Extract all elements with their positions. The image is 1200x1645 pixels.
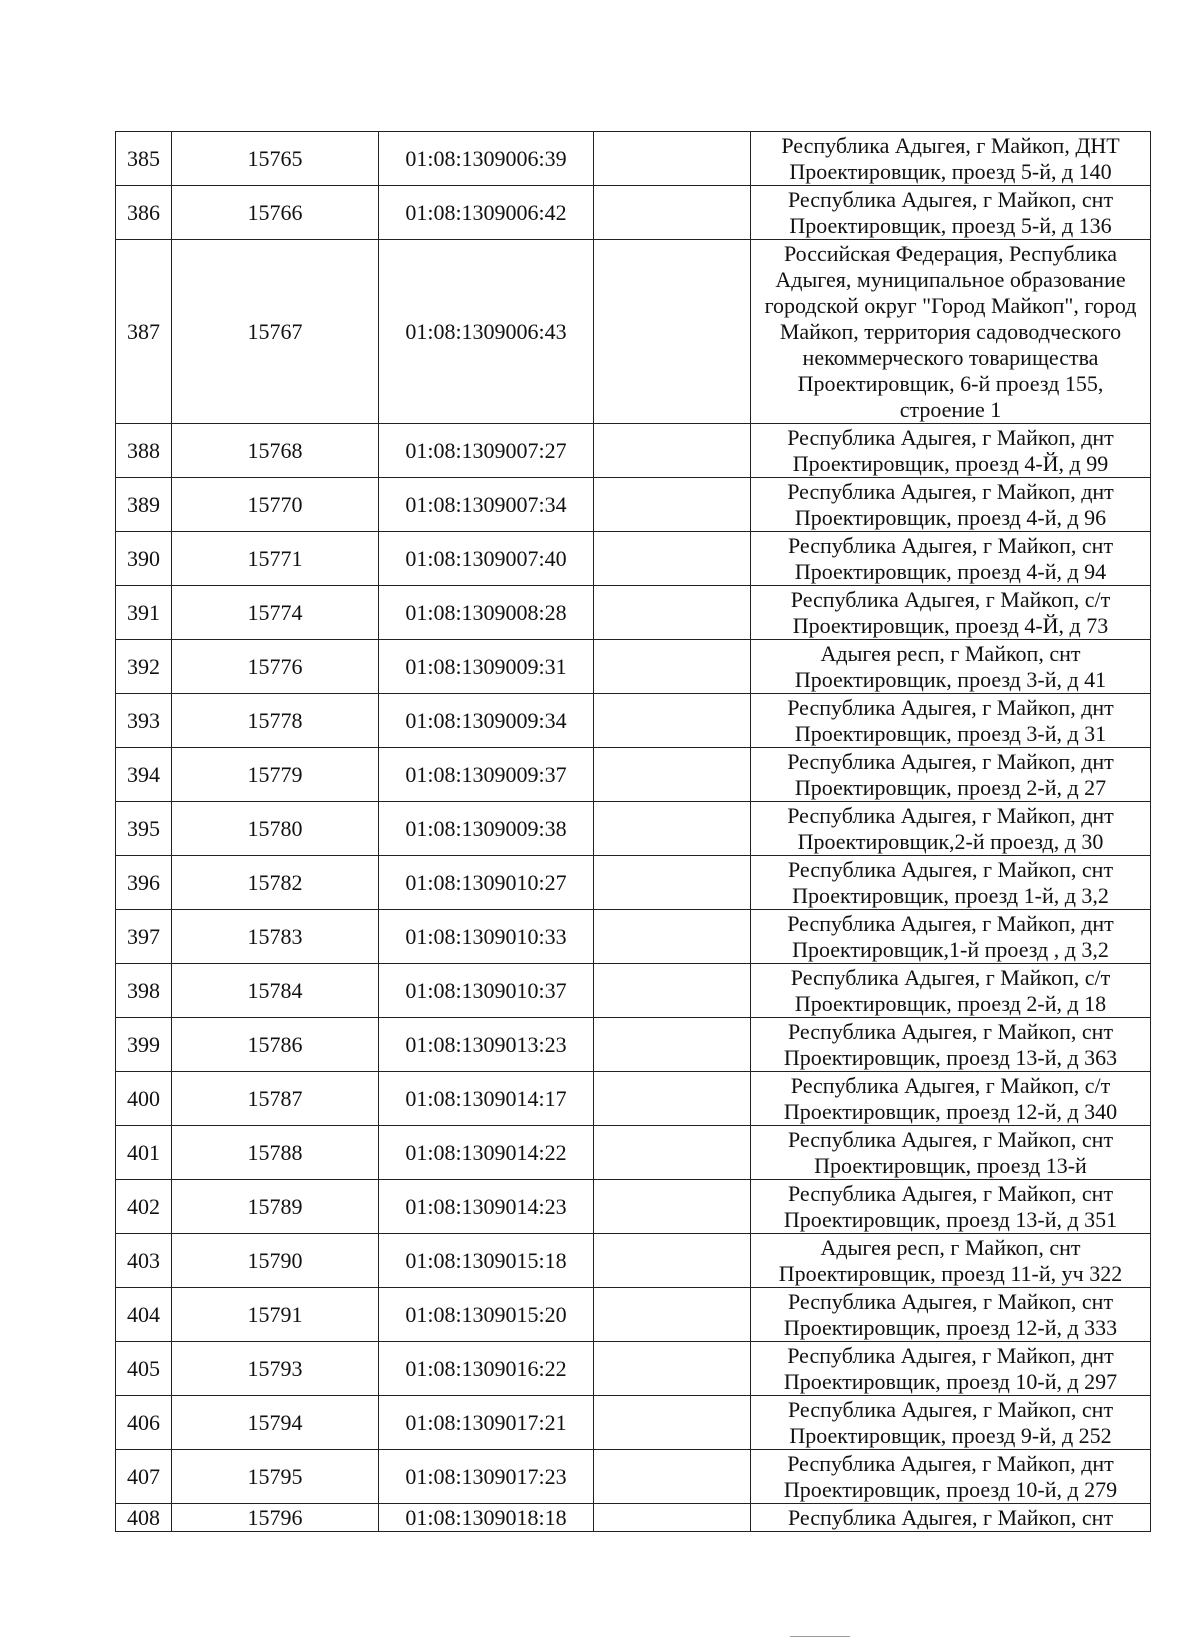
table-row bbox=[116, 910, 1151, 964]
empty-cell bbox=[594, 240, 751, 424]
address-cell: Республика Адыгея, г Майкоп, снт Проектировщик, проезд 1-й, д 3,2 bbox=[751, 856, 1151, 910]
empty-cell bbox=[594, 478, 751, 532]
row-number-cell: 388 bbox=[116, 424, 172, 478]
record-id-cell: 15795 bbox=[172, 1450, 379, 1504]
address-cell: Республика Адыгея, г Майкоп, снт Проектировщик, проезд 13-й, д 363 bbox=[751, 1018, 1151, 1072]
table-row bbox=[116, 532, 1151, 586]
cadastral-number-cell: 01:08:1309009:37 bbox=[379, 748, 594, 802]
table-row bbox=[116, 424, 1151, 478]
empty-cell bbox=[594, 1450, 751, 1504]
row-number-cell: 408 bbox=[116, 1504, 172, 1532]
empty-cell bbox=[594, 1126, 751, 1180]
address-cell: Республика Адыгея, г Майкоп, днт Проектировщик,2-й проезд, д 30 bbox=[751, 802, 1151, 856]
empty-cell bbox=[594, 1018, 751, 1072]
address-cell: Российская Федерация, Республика Адыгея, муниципальное образование городской округ "Город Майкоп", город Майкоп, территория садоводческого некоммерческого товарищества Проектировщик, 6-й проезд 155, строение 1 bbox=[751, 240, 1151, 424]
row-number-cell: 403 bbox=[116, 1234, 172, 1288]
address-cell: Республика Адыгея, г Майкоп, с/т Проектировщик, проезд 12-й, д 340 bbox=[751, 1072, 1151, 1126]
row-number-cell: 402 bbox=[116, 1180, 172, 1234]
cadastral-number-cell: 01:08:1309015:18 bbox=[379, 1234, 594, 1288]
cadastral-number-cell: 01:08:1309008:28 bbox=[379, 586, 594, 640]
record-id-cell: 15782 bbox=[172, 856, 379, 910]
record-id-cell: 15791 bbox=[172, 1288, 379, 1342]
table-row bbox=[116, 186, 1151, 240]
record-id-cell: 15774 bbox=[172, 586, 379, 640]
row-number-cell: 387 bbox=[116, 240, 172, 424]
cadastral-number-cell: 01:08:1309009:31 bbox=[379, 640, 594, 694]
empty-cell bbox=[594, 856, 751, 910]
cadastral-number-cell: 01:08:1309013:23 bbox=[379, 1018, 594, 1072]
table-row bbox=[116, 1126, 1151, 1180]
cadastral-number-cell: 01:08:1309014:23 bbox=[379, 1180, 594, 1234]
table-row bbox=[116, 1234, 1151, 1288]
row-number-cell: 396 bbox=[116, 856, 172, 910]
row-number-cell: 389 bbox=[116, 478, 172, 532]
record-id-cell: 15794 bbox=[172, 1396, 379, 1450]
record-id-cell: 15765 bbox=[172, 132, 379, 186]
table-row bbox=[116, 802, 1151, 856]
table-row bbox=[116, 1450, 1151, 1504]
record-id-cell: 15768 bbox=[172, 424, 379, 478]
table-row bbox=[116, 478, 1151, 532]
address-cell: Республика Адыгея, г Майкоп, днт Проектировщик, проезд 10-й, д 279 bbox=[751, 1450, 1151, 1504]
empty-cell bbox=[594, 1288, 751, 1342]
address-cell: Республика Адыгея, г Майкоп, днт Проектировщик, проезд 10-й, д 297 bbox=[751, 1342, 1151, 1396]
address-cell: Адыгея респ, г Майкоп, снт Проектировщик, проезд 11-й, уч 322 bbox=[751, 1234, 1151, 1288]
row-number-cell: 393 bbox=[116, 694, 172, 748]
empty-cell bbox=[594, 132, 751, 186]
table-row bbox=[116, 1342, 1151, 1396]
address-cell: Республика Адыгея, г Майкоп, снт Проектировщик, проезд 9-й, д 252 bbox=[751, 1396, 1151, 1450]
scan-artifact-line bbox=[790, 1636, 850, 1637]
record-id-cell: 15770 bbox=[172, 478, 379, 532]
address-cell: Республика Адыгея, г Майкоп, снт Проектировщик, проезд 13-й, д 351 bbox=[751, 1180, 1151, 1234]
address-cell: Адыгея респ, г Майкоп, снт Проектировщик, проезд 3-й, д 41 bbox=[751, 640, 1151, 694]
table-row bbox=[116, 1072, 1151, 1126]
cadastral-number-cell: 01:08:1309018:18 bbox=[379, 1504, 594, 1532]
cadastral-number-cell: 01:08:1309010:27 bbox=[379, 856, 594, 910]
empty-cell bbox=[594, 1072, 751, 1126]
empty-cell bbox=[594, 1180, 751, 1234]
row-number-cell: 405 bbox=[116, 1342, 172, 1396]
empty-cell bbox=[594, 1234, 751, 1288]
record-id-cell: 15793 bbox=[172, 1342, 379, 1396]
table-row bbox=[116, 640, 1151, 694]
row-number-cell: 399 bbox=[116, 1018, 172, 1072]
record-id-cell: 15780 bbox=[172, 802, 379, 856]
cadastral-number-cell: 01:08:1309010:37 bbox=[379, 964, 594, 1018]
record-id-cell: 15788 bbox=[172, 1126, 379, 1180]
cadastral-number-cell: 01:08:1309009:34 bbox=[379, 694, 594, 748]
record-id-cell: 15767 bbox=[172, 240, 379, 424]
row-number-cell: 400 bbox=[116, 1072, 172, 1126]
record-id-cell: 15779 bbox=[172, 748, 379, 802]
table-row bbox=[116, 1396, 1151, 1450]
row-number-cell: 391 bbox=[116, 586, 172, 640]
empty-cell bbox=[594, 1504, 751, 1532]
cadastral-number-cell: 01:08:1309015:20 bbox=[379, 1288, 594, 1342]
cadastral-number-cell: 01:08:1309007:40 bbox=[379, 532, 594, 586]
row-number-cell: 401 bbox=[116, 1126, 172, 1180]
empty-cell bbox=[594, 910, 751, 964]
address-cell: Республика Адыгея, г Майкоп, снт Проектировщик, проезд 5-й, д 136 bbox=[751, 186, 1151, 240]
address-cell: Республика Адыгея, г Майкоп, днт Проектировщик, проезд 4-Й, д 99 bbox=[751, 424, 1151, 478]
row-number-cell: 397 bbox=[116, 910, 172, 964]
record-id-cell: 15776 bbox=[172, 640, 379, 694]
cadastral-number-cell: 01:08:1309006:39 bbox=[379, 132, 594, 186]
table-row bbox=[116, 694, 1151, 748]
cadastral-number-cell: 01:08:1309017:23 bbox=[379, 1450, 594, 1504]
table-row bbox=[116, 748, 1151, 802]
table-row bbox=[116, 586, 1151, 640]
empty-cell bbox=[594, 586, 751, 640]
record-id-cell: 15790 bbox=[172, 1234, 379, 1288]
address-cell: Республика Адыгея, г Майкоп, снт Проектировщик, проезд 13-й bbox=[751, 1126, 1151, 1180]
table-row bbox=[116, 1504, 1151, 1532]
registry-table-body bbox=[116, 132, 1151, 1532]
address-cell: Республика Адыгея, г Майкоп, ДНТ Проектировщик, проезд 5-й, д 140 bbox=[751, 132, 1151, 186]
address-cell: Республика Адыгея, г Майкоп, днт Проектировщик, проезд 4-й, д 96 bbox=[751, 478, 1151, 532]
empty-cell bbox=[594, 964, 751, 1018]
cadastral-number-cell: 01:08:1309016:22 bbox=[379, 1342, 594, 1396]
row-number-cell: 394 bbox=[116, 748, 172, 802]
cadastral-number-cell: 01:08:1309006:42 bbox=[379, 186, 594, 240]
cadastral-number-cell: 01:08:1309017:21 bbox=[379, 1396, 594, 1450]
cadastral-number-cell: 01:08:1309010:33 bbox=[379, 910, 594, 964]
empty-cell bbox=[594, 1342, 751, 1396]
table-row bbox=[116, 856, 1151, 910]
cadastral-number-cell: 01:08:1309006:43 bbox=[379, 240, 594, 424]
address-cell: Республика Адыгея, г Майкоп, снт bbox=[751, 1504, 1151, 1532]
address-cell: Республика Адыгея, г Майкоп, днт Проектировщик, проезд 2-й, д 27 bbox=[751, 748, 1151, 802]
empty-cell bbox=[594, 748, 751, 802]
row-number-cell: 392 bbox=[116, 640, 172, 694]
empty-cell bbox=[594, 1396, 751, 1450]
record-id-cell: 15783 bbox=[172, 910, 379, 964]
table-row bbox=[116, 1180, 1151, 1234]
cadastral-number-cell: 01:08:1309014:22 bbox=[379, 1126, 594, 1180]
cadastral-number-cell: 01:08:1309009:38 bbox=[379, 802, 594, 856]
cadastral-number-cell: 01:08:1309007:27 bbox=[379, 424, 594, 478]
address-cell: Республика Адыгея, г Майкоп, с/т Проектировщик, проезд 2-й, д 18 bbox=[751, 964, 1151, 1018]
empty-cell bbox=[594, 802, 751, 856]
address-cell: Республика Адыгея, г Майкоп, с/т Проектировщик, проезд 4-Й, д 73 bbox=[751, 586, 1151, 640]
record-id-cell: 15766 bbox=[172, 186, 379, 240]
address-cell: Республика Адыгея, г Майкоп, днт Проектировщик, проезд 3-й, д 31 bbox=[751, 694, 1151, 748]
row-number-cell: 385 bbox=[116, 132, 172, 186]
record-id-cell: 15784 bbox=[172, 964, 379, 1018]
registry-table bbox=[115, 131, 1151, 1532]
table-row bbox=[116, 240, 1151, 424]
empty-cell bbox=[594, 424, 751, 478]
empty-cell bbox=[594, 694, 751, 748]
record-id-cell: 15787 bbox=[172, 1072, 379, 1126]
record-id-cell: 15789 bbox=[172, 1180, 379, 1234]
table-row bbox=[116, 1288, 1151, 1342]
table-row bbox=[116, 132, 1151, 186]
row-number-cell: 386 bbox=[116, 186, 172, 240]
address-cell: Республика Адыгея, г Майкоп, снт Проектировщик, проезд 4-й, д 94 bbox=[751, 532, 1151, 586]
row-number-cell: 398 bbox=[116, 964, 172, 1018]
table-row bbox=[116, 1018, 1151, 1072]
row-number-cell: 406 bbox=[116, 1396, 172, 1450]
record-id-cell: 15796 bbox=[172, 1504, 379, 1532]
address-cell: Республика Адыгея, г Майкоп, снт Проектировщик, проезд 12-й, д 333 bbox=[751, 1288, 1151, 1342]
empty-cell bbox=[594, 640, 751, 694]
record-id-cell: 15771 bbox=[172, 532, 379, 586]
empty-cell bbox=[594, 186, 751, 240]
cadastral-number-cell: 01:08:1309007:34 bbox=[379, 478, 594, 532]
row-number-cell: 395 bbox=[116, 802, 172, 856]
row-number-cell: 390 bbox=[116, 532, 172, 586]
address-cell: Республика Адыгея, г Майкоп, днт Проектировщик,1-й проезд , д 3,2 bbox=[751, 910, 1151, 964]
table-row bbox=[116, 964, 1151, 1018]
row-number-cell: 404 bbox=[116, 1288, 172, 1342]
cadastral-number-cell: 01:08:1309014:17 bbox=[379, 1072, 594, 1126]
record-id-cell: 15786 bbox=[172, 1018, 379, 1072]
row-number-cell: 407 bbox=[116, 1450, 172, 1504]
empty-cell bbox=[594, 532, 751, 586]
record-id-cell: 15778 bbox=[172, 694, 379, 748]
